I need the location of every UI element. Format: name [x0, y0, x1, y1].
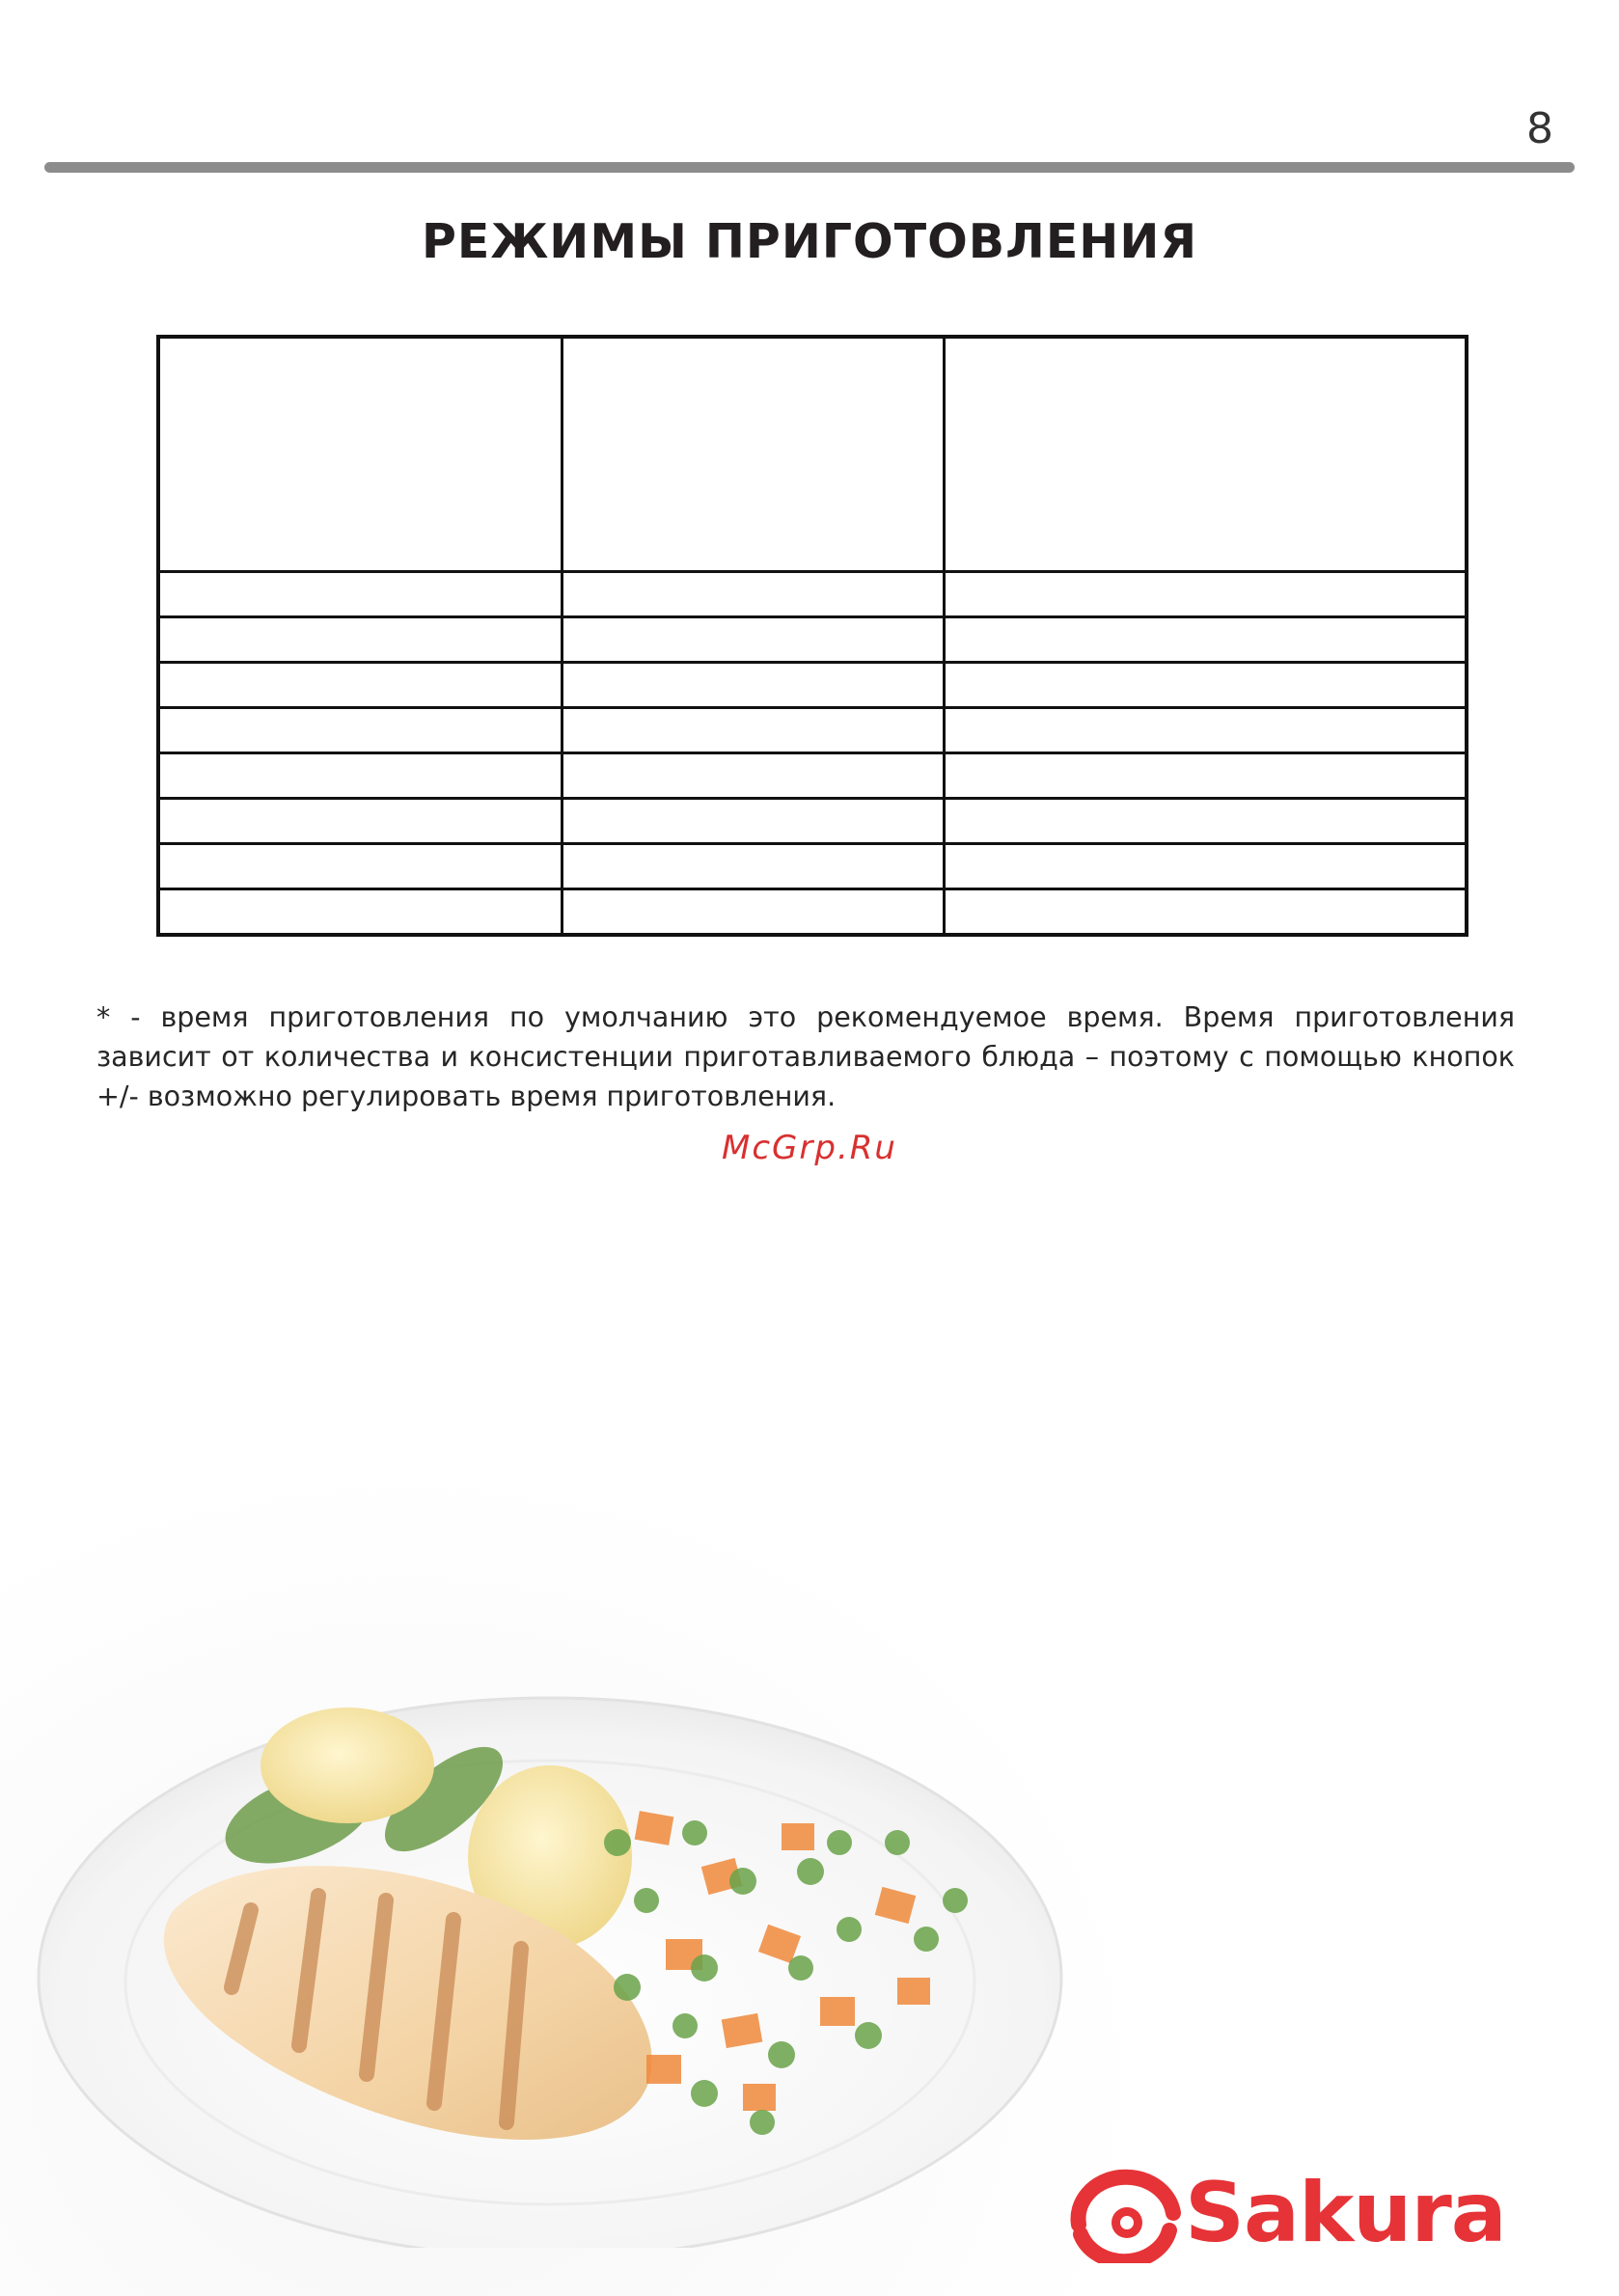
table-cell — [562, 753, 944, 799]
table-cell — [562, 617, 944, 663]
table-cell — [944, 799, 1467, 844]
table-row — [158, 617, 1467, 663]
table-row — [158, 663, 1467, 708]
food-plate-image — [29, 1650, 1071, 2248]
table-header-row — [158, 337, 1467, 572]
table-cell — [562, 708, 944, 753]
table-cell — [158, 889, 562, 936]
table-cell — [562, 844, 944, 889]
sakura-logo — [1069, 2161, 1523, 2267]
footnote-text: * - время приготовления по умолчанию это рекомендуемое время. Время приготовления зависит от количества и консистенции приготавливаемого блюда – поэтому с помощью кнопок +/- возможно регулировать время приготовления. — [96, 1001, 1515, 1112]
table-cell — [944, 844, 1467, 889]
header-divider — [44, 162, 1575, 173]
table-cell — [562, 572, 944, 617]
table-cell — [158, 663, 562, 708]
sakura-logo-text: Sakura — [1185, 2165, 1506, 2261]
table-cell — [562, 889, 944, 936]
table-row — [158, 753, 1467, 799]
sakura-logo-icon — [1069, 2167, 1183, 2263]
watermark-text: McGrp.Ru — [722, 1129, 897, 1167]
table-cell — [944, 572, 1467, 617]
table-cell — [944, 708, 1467, 753]
page-title: РЕЖИМЫ ПРИГОТОВЛЕНИЯ — [421, 214, 1198, 269]
table-cell — [158, 617, 562, 663]
table-cell — [158, 708, 562, 753]
table-cell — [944, 889, 1467, 936]
table-cell — [158, 572, 562, 617]
table-cell — [562, 663, 944, 708]
table-cell — [158, 799, 562, 844]
page-number: 8 — [1526, 104, 1553, 153]
table-header-cell — [158, 337, 562, 572]
table-cell — [158, 753, 562, 799]
table-cell — [944, 617, 1467, 663]
table-row — [158, 572, 1467, 617]
table-row — [158, 844, 1467, 889]
table-cell — [944, 663, 1467, 708]
table-header-cell — [944, 337, 1467, 572]
table-header-cell — [562, 337, 944, 572]
table-row — [158, 708, 1467, 753]
table-row — [158, 799, 1467, 844]
table-row — [158, 889, 1467, 936]
table-cell — [562, 799, 944, 844]
cooking-modes-table — [156, 335, 1468, 937]
table-cell — [944, 753, 1467, 799]
table-cell — [158, 844, 562, 889]
